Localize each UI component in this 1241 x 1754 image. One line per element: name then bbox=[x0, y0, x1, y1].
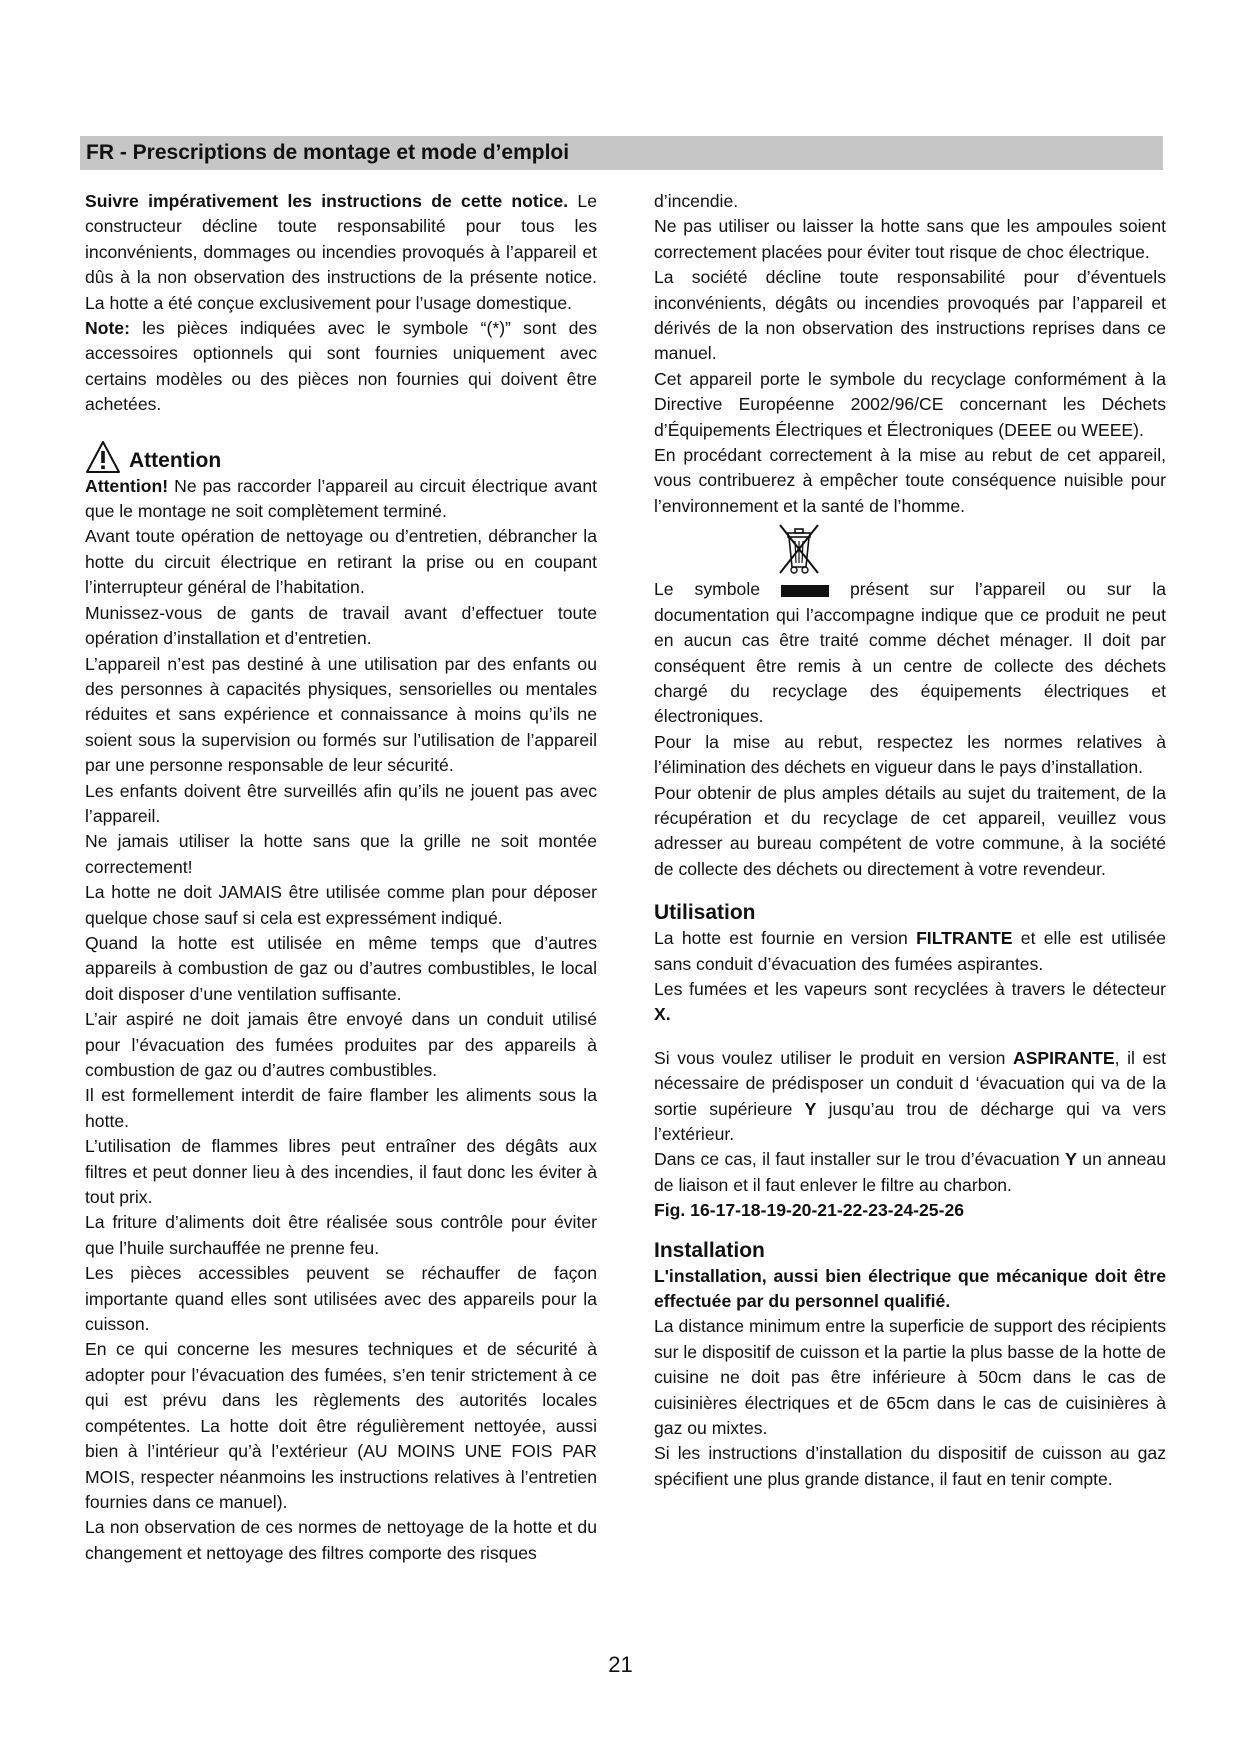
text-span: jusqu’au trou de décharge qui va vers l’extérieur. bbox=[654, 1098, 1166, 1144]
aspirante-bold: ASPIRANTE bbox=[1012, 1047, 1115, 1068]
paragraph-gloves: Munissez-vous de gants de travail avant d’effectuer toute opération d’installation et d’entretien. bbox=[85, 602, 597, 649]
spacer bbox=[654, 1224, 1166, 1238]
text-span: La hotte est fournie en version bbox=[654, 928, 917, 949]
installation-gaz: Si les instructions d’installation du dispositif de cuisson au gaz spécifient une plus grande distance, il faut en tenir compte. bbox=[654, 1443, 1166, 1489]
paragraph-pieces: Les pièces accessibles peuvent se réchauffer de façon importante quand elles sont utilisées avec des appareils pour la cuisson. bbox=[85, 1263, 597, 1335]
paragraph-flammes: L’utilisation de flammes libres peut entraîner des dégâts aux filtres et peut donner lieu à des incendies, il faut donc les éviter à tout prix. bbox=[85, 1136, 597, 1208]
attention-heading bbox=[85, 434, 597, 474]
paragraph-mesures: En ce qui concerne les mesures techniques et de sécurité à adopter pour l’évacuation des fumées, s’en tenir strictement à ce qui est prévu dans les règlements des autorités locales compétentes. La hotte doit être régulièrement nettoyée, aussi bien à l’intérieur qu’à l’extérieur (AU MOINS UNE FOIS PAR MOIS, respecter néanmoins les instructions relatives à l’entretien fournies dans ce manuel). bbox=[85, 1339, 597, 1512]
utilisation-paragraph-2 bbox=[654, 977, 1166, 1028]
page-title: FR - Prescriptions de montage et mode d’emploi bbox=[86, 141, 570, 164]
utilisation-paragraph-4 bbox=[654, 1147, 1166, 1198]
installation-distance: La distance minimum entre la superficie de support des récipients sur le dispositif de cuisson et la partie la plus basse de la hotte de cuisine ne doit pas être inférieure à 50cm dans le cas de cuisinières électriques et de 65cm dans le cas de cuisinières à gaz ou mixtes. bbox=[654, 1316, 1166, 1439]
crossed-bin-icon bbox=[774, 519, 824, 577]
spacer bbox=[654, 1028, 1166, 1046]
text-span: et elle est utilisée sans conduit d’évacuation des fumées aspirantes. bbox=[654, 928, 1166, 974]
paragraph-air: L’air aspiré ne doit jamais être envoyé dans un conduit utilisé pour l’évacuation des fumées produites par des appareils à combustion de gaz ou d’autres combustibles. bbox=[85, 1009, 597, 1080]
paragraph-procedant: En procédant correctement à la mise au rebut de cet appareil, vous contribuerez à empêcher toute conséquence nuisible pour l’environnement et la santé de l’homme. bbox=[654, 445, 1166, 516]
text-span: Dans ce cas, il faut installer sur le trou d’évacuation bbox=[654, 1149, 1066, 1170]
y-bold: Y bbox=[804, 1098, 817, 1119]
figure-reference-bold: Fig. 16-17-18-19-20-21-22-23-24-25-26 bbox=[654, 1200, 965, 1221]
left-column bbox=[85, 189, 597, 1566]
attention-text: Ne pas raccorder l’appareil au circuit électrique avant que le montage ne soit complètement terminé. bbox=[85, 475, 597, 522]
paragraph-grille: Ne jamais utiliser la hotte sans que la grille ne soit montée correctement! bbox=[85, 831, 597, 877]
right-column bbox=[654, 189, 1166, 1492]
attention-paragraph bbox=[85, 474, 597, 525]
text-span: Si vous voulez utiliser le produit en version bbox=[654, 1047, 1013, 1068]
symbol-line bbox=[654, 577, 1166, 602]
utilisation-paragraph-1 bbox=[654, 926, 1166, 977]
text-span: , il est nécessaire de prédisposer un conduit d ‘évacuation qui va de la sortie supérieure bbox=[654, 1047, 1167, 1119]
paragraph-cleaning: Avant toute opération de nettoyage ou d’entretien, débrancher la hotte du circuit électrique en retirant la prise ou en coupant l’interrupteur général de l’habitation. bbox=[85, 526, 597, 598]
attention-title: Attention bbox=[129, 448, 222, 472]
paragraph-children-watch: Les enfants doivent être surveillés afin qu’ils ne jouent pas avec l’appareil. bbox=[85, 780, 597, 826]
utilisation-heading: Utilisation bbox=[654, 901, 756, 925]
paragraph-ampoules: Ne pas utiliser ou laisser la hotte sans que les ampoules soient correctement placées pour éviter tout risque de choc électrique. bbox=[654, 216, 1166, 262]
attention-bold: Attention! bbox=[85, 475, 169, 496]
paragraph-societe: La société décline toute responsabilité pour d’éventuels inconvénients, dégâts ou incendies provoqués par l’appareil et dérivés de la non observation des instructions reprises dans ce manuel. bbox=[654, 267, 1166, 364]
figure-reference bbox=[654, 1198, 1166, 1223]
paragraph-friture: La friture d’aliments doit être réalisée sous contrôle pour éviter que l’huile surchauffée ne prenne feu. bbox=[85, 1212, 597, 1258]
note-label: Note: bbox=[85, 318, 130, 339]
x-bold: X. bbox=[654, 1004, 671, 1025]
intro-bold: Suivre impérativement les instructions de cette notice. bbox=[85, 191, 569, 211]
paragraph-flamber: Il est formellement interdit de faire flamber les aliments sous la hotte. bbox=[85, 1085, 597, 1131]
paragraph-children-use: L’appareil n’est pas destiné à une utilisation par des enfants ou des personnes à capacités physiques, sensorielles ou mentales réduites et sans expérience et connaissance à moins qu’ils ne soient sous la supervision ou formés sur l’utilisation de l’appareil par une personne responsable de leur sécurité. bbox=[85, 653, 597, 776]
paragraph-recyclage: Cet appareil porte le symbole du recyclage conformément à la Directive Européenne 2002/96/CE concernant les Déchets d’Équipements Électriques et Électroniques (DEEE ou WEEE). bbox=[654, 368, 1166, 440]
symbol-after-text: présent sur l’appareil ou sur la bbox=[849, 579, 1167, 600]
intro-text: Le constructeur décline toute responsabilité pour tous les inconvénients, dommages ou incendies provoqués à l’appareil et dûs à la non observation des instructions de la présente notice. La hotte a été conçue exclusivement pour l’usage domestique. bbox=[85, 191, 597, 313]
section-header bbox=[80, 136, 1163, 170]
y-bold: Y bbox=[1065, 1149, 1077, 1170]
installation-heading: Installation bbox=[654, 1238, 765, 1262]
installation-bold: L'installation, aussi bien électrique que mécanique doit être effectuée par du personnel qualifié. bbox=[654, 1265, 1166, 1312]
text-span: un anneau de liaison et il faut enlever le filtre au charbon. bbox=[654, 1149, 1166, 1195]
paragraph-documentation: documentation qui l’accompagne indique que ce produit ne peut en aucun cas être traité comme déchet ménager. Il doit par conséquent être remis à un centre de collecte des déchets chargé du recyclage des équipements électriques et électroniques. bbox=[654, 604, 1166, 727]
weee-bar bbox=[781, 585, 829, 597]
symbol-before-text: Le symbole bbox=[654, 579, 761, 600]
intro-paragraph bbox=[85, 189, 597, 316]
page-number: 21 bbox=[608, 1652, 633, 1677]
paragraph-non-observation: La non observation de ces normes de nettoyage de la hotte et du changement et nettoyage des filtres comporte des risques bbox=[85, 1517, 597, 1563]
warning-icon bbox=[85, 440, 121, 474]
paragraph-combustion: Quand la hotte est utilisée en même temps que d’autres appareils à combustion de gaz ou d’autres combustibles, le local doit disposer d’une ventilation suffisante. bbox=[85, 932, 597, 1004]
note-paragraph bbox=[85, 316, 597, 418]
paragraph-rebut: Pour la mise au rebut, respectez les normes relatives à l’élimination des déchets en vigueur dans le pays d’installation. bbox=[654, 731, 1166, 778]
weee-symbol bbox=[654, 519, 1166, 577]
paragraph-incendie: d’incendie. bbox=[654, 191, 739, 211]
note-text: les pièces indiquées avec le symbole “(*)” sont des accessoires optionnels qui sont fournies uniquement avec certains modèles ou des pièces non fournies qui doivent être achetées. bbox=[85, 318, 597, 415]
installation-bold-paragraph bbox=[654, 1264, 1166, 1315]
utilisation-paragraph-3 bbox=[654, 1046, 1166, 1148]
filtrante-bold: FILTRANTE bbox=[916, 928, 1013, 949]
paragraph-plan: La hotte ne doit JAMAIS être utilisée comme plan pour déposer quelque chose sauf si cela est expressément indiqué. bbox=[85, 882, 597, 928]
spacer bbox=[654, 882, 1166, 900]
paragraph-details: Pour obtenir de plus amples détails au sujet du traitement, de la récupération et du recyclage de cet appareil, veuillez vous adresser au bureau compétent de votre commune, à la société de collecte des déchets ou directement à votre revendeur. bbox=[654, 782, 1166, 879]
text-span: Les fumées et les vapeurs sont recyclées à travers le détecteur bbox=[654, 978, 1166, 999]
